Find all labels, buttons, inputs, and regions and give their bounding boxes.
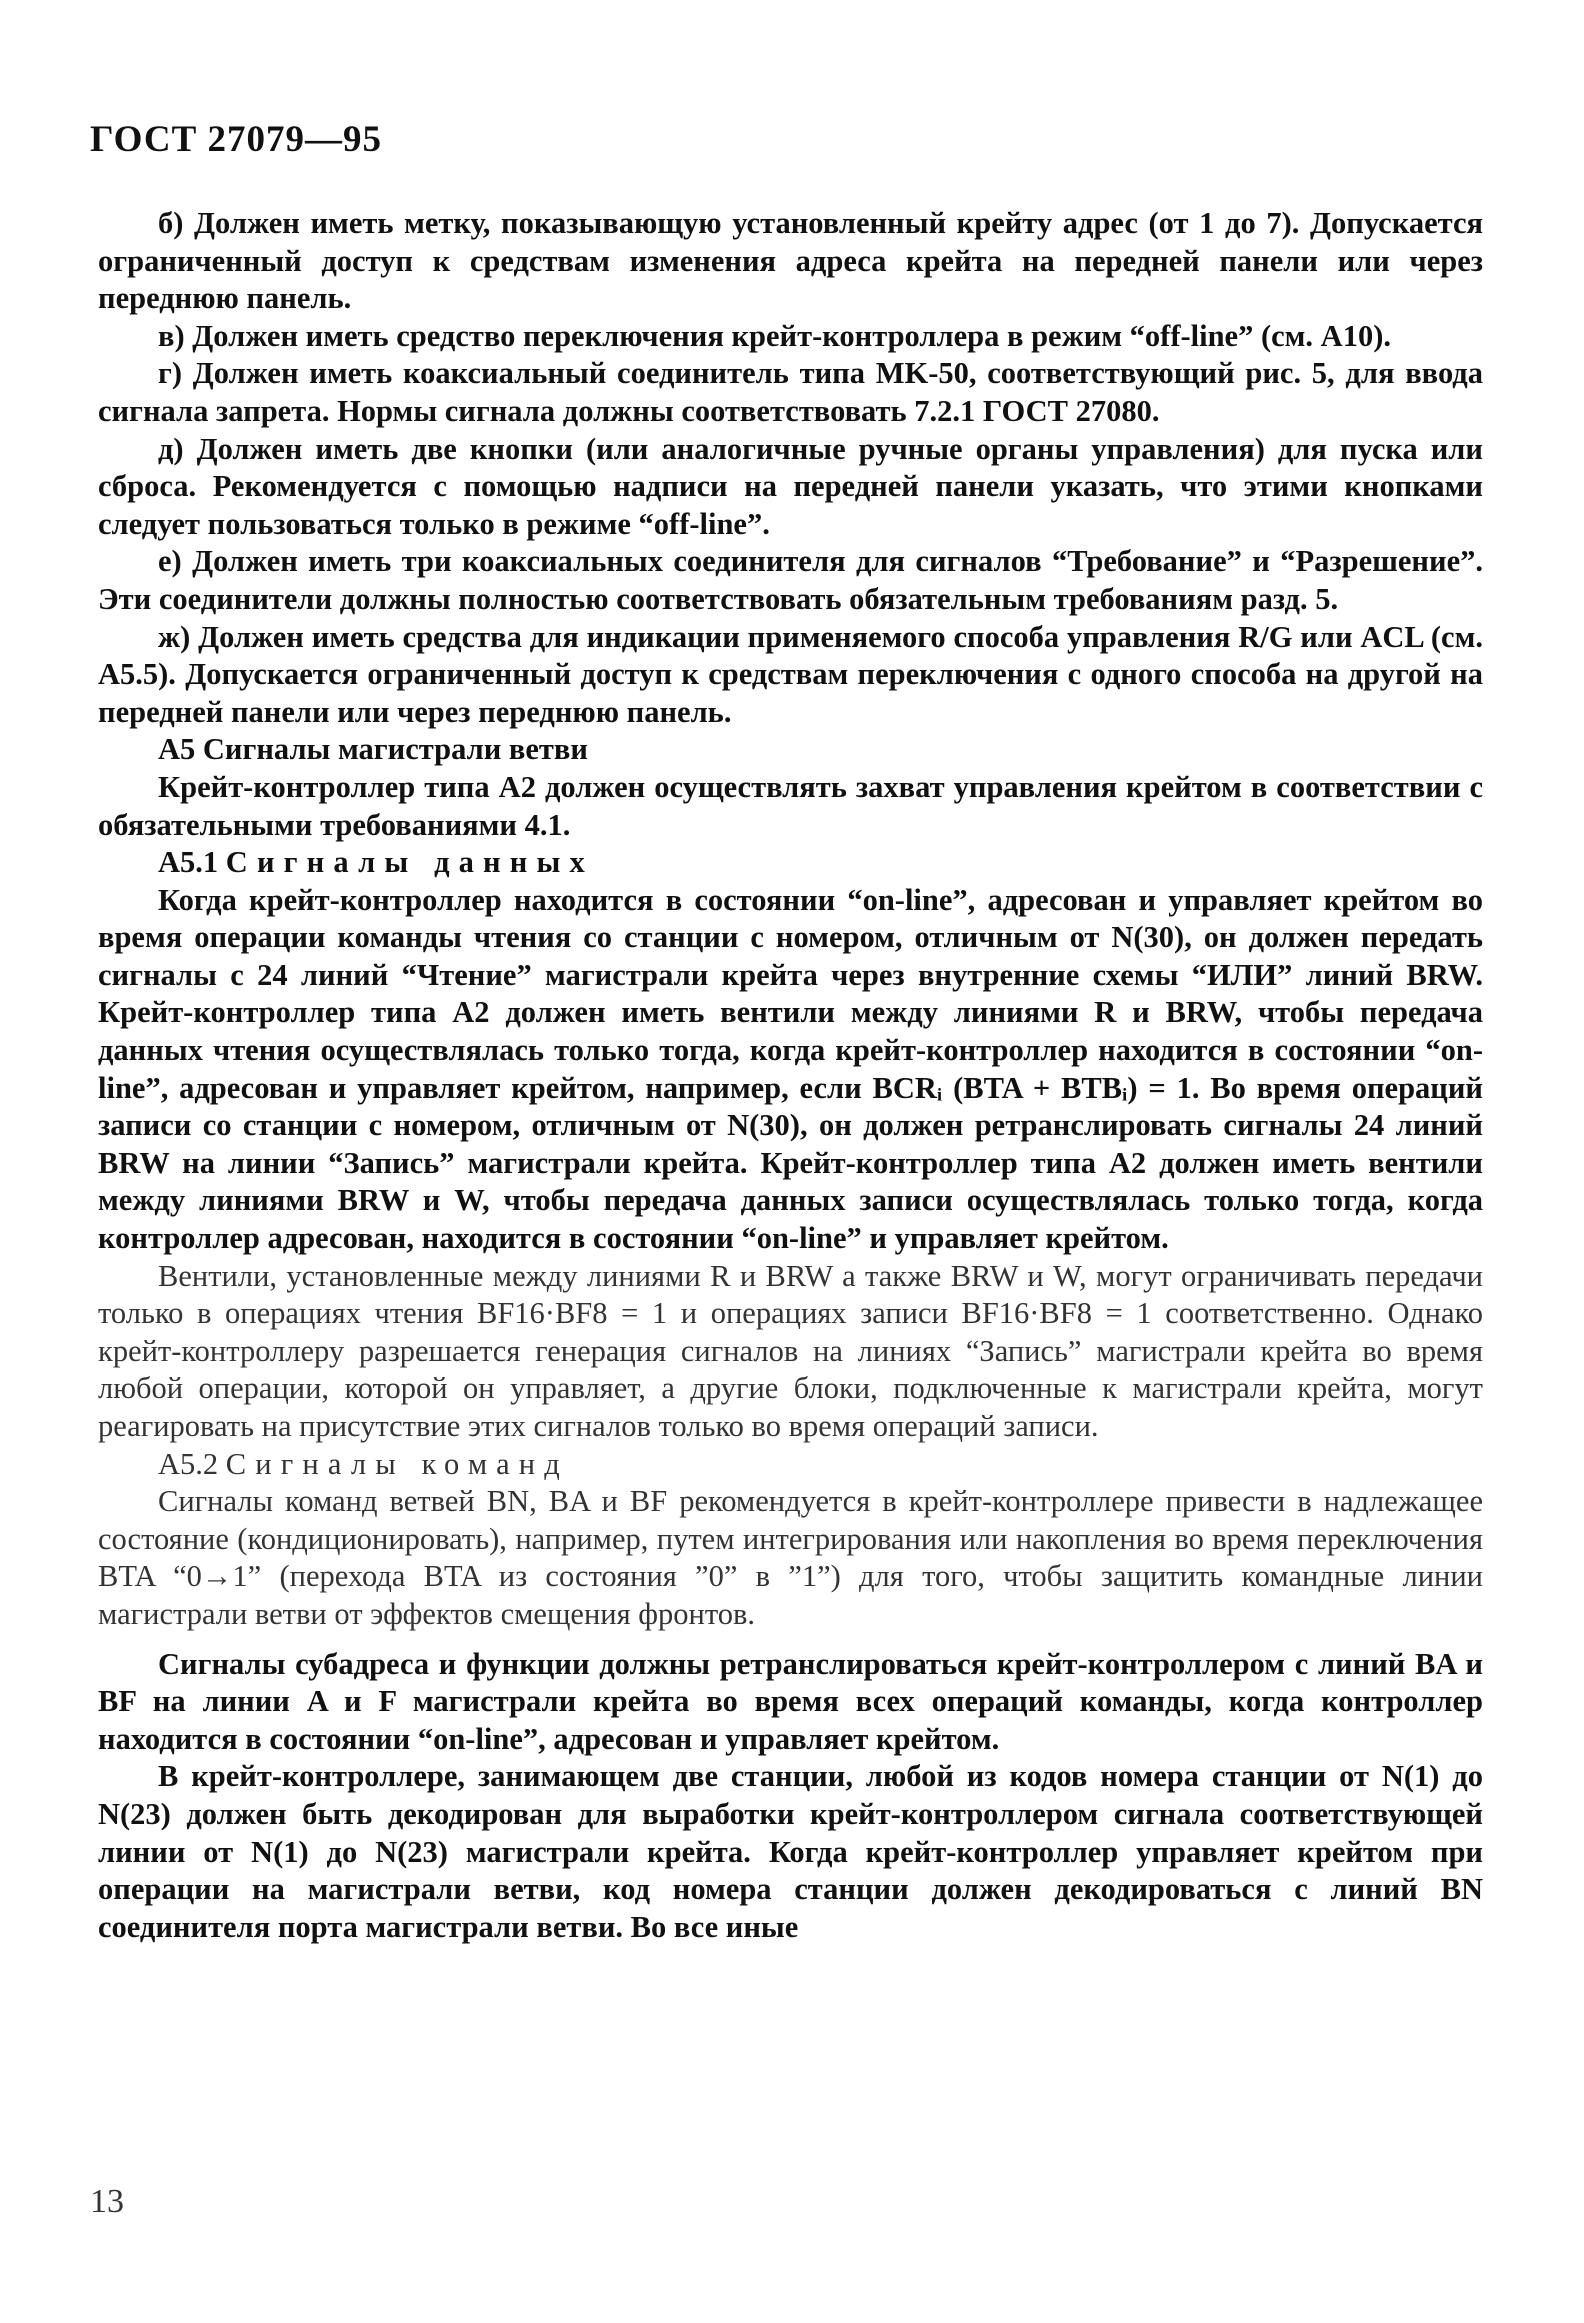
page-number: 13 <box>90 2183 124 2220</box>
document-body <box>98 205 1483 1946</box>
paragraph-g: г) Должен иметь коаксиальный соединитель типа MK-50, соответствующий рис. 5, для ввода сигнала запрета. Нормы сигнала должны соответствовать 7.2.1 ГОСТ 27080. <box>98 356 1483 428</box>
section-a5-1-paragraph-1: Когда крейт-контроллер находится в состоянии “on-line”, адресован и управляет крейтом во время операции команды чтения со станции с номером, отличным от N(30), он должен передать сигналы с 24 линий “Чтение” магистрали крейта через внутренние схемы “ИЛИ” линий BRW. Крейт-контроллер типа A2 должен иметь вентили между линиями R и BRW, чтобы передача данных чтения осуществлялась только тогда, когда крейт-контроллер находится в состоянии “on-line”, адресован и управляет крейтом, например, если BCRᵢ (BTA + BTBᵢ) = 1. Во время операций записи со станции с номером, отличным от N(30), он должен ретранслировать сигналы 24 линий BRW на линии “Запись” магистрали крейта. Крейт-контроллер типа A2 должен иметь вентили между линиями BRW и W, чтобы передача данных записи осуществлялась только тогда, когда контроллер адресован, находится в состоянии “on-line” и управляет крейтом. <box>98 882 1483 1256</box>
paragraph-v: в) Должен иметь средство переключения крейт-контроллера в режим “off-line” (см. A10). <box>158 318 1391 353</box>
section-a5-body: Крейт-контроллер типа A2 должен осуществлять захват управления крейтом в соответствии с обязательными требованиями 4.1. <box>98 769 1483 842</box>
section-heading: Сигналы данных <box>225 845 594 880</box>
section-a5-2-paragraph-3: В крейт-контроллере, занимающем две станции, любой из кодов номера станции от N(1) до N(23) должен быть декодирован для выработки крейт-контроллером сигнала соответствующей линии от N(1) до N(23) магистрали крейта. Когда крейт-контроллер управляет крейтом при операции на магистрали ветви, код номера станции должен декодироваться с линий BN соединителя порта магистрали ветви. Во все иные <box>98 1759 1483 1944</box>
paragraph-e: е) Должен иметь три коаксиальных соединителя для сигналов “Требование” и “Разрешение”. Эти соединители должны полностью соответствовать обязательным требованиям разд. 5. <box>98 544 1483 616</box>
paragraph-d: д) Должен иметь две кнопки (или аналогичные ручные органы управления) для пуска или сброса. Рекомендуется с помощью надписи на передней панели указать, что этими кнопками следует пользоваться только в режиме “off-line”. <box>98 431 1483 541</box>
section-number: A5.2 <box>158 1446 219 1481</box>
section-a5-1-paragraph-2: Вентили, установленные между линиями R и BRW а также BRW и W, могут ограничивать передачи только в операциях чтения BF16·BF8 = 1 и операциях записи BF16·BF8 = 1 соответственно. Однако крейт-контроллеру разрешается генерация сигналов на линиях “Запись” магистрали крейта во время любой операции, которой он управляет, а другие блоки, подключенные к магистрали крейта, могут реагировать на присутствие этих сигналов только во время операций записи. <box>98 1258 1483 1443</box>
section-title-a5-1 <box>98 844 1483 882</box>
paragraph-zh: ж) Должен иметь средства для индикации применяемого способа управления R/G или ACL (см. A5.5). Допускается ограниченный доступ к средствам переключения с одного способа на другой на передней панели или через переднюю панель. <box>98 619 1483 729</box>
section-title-a5: A5 Сигналы магистрали ветви <box>158 732 588 767</box>
section-title-a5-2 <box>98 1446 1483 1484</box>
paragraph-b: б) Должен иметь метку, показывающую установленный крейту адрес (от 1 до 7). Допускается ограниченный доступ к средствам изменения адреса крейта на передней панели или через переднюю панель. <box>98 206 1483 316</box>
section-heading: Сигналы команд <box>225 1446 569 1481</box>
section-number: A5.1 <box>158 845 219 880</box>
section-a5-2-paragraph-2: Сигналы субадреса и функции должны ретранслироваться крейт-контроллером с линий BA и BF на линии A и F магистрали крейта во время всех операций команды, когда контроллер находится в состоянии “on-line”, адресован и управляет крейтом. <box>98 1646 1483 1756</box>
section-a5-2-paragraph-1: Сигналы команд ветвей BN, BA и BF рекомендуется в крейт-контроллере привести в надлежащее состояние (кондиционировать), например, путем интегрирования или накопления во время переключения BTA “0→1” (перехода BTA из состояния ”0” в ”1”) для того, чтобы защитить командные линии магистрали ветви от эффектов смещения фронтов. <box>98 1484 1483 1631</box>
document-header: ГОСТ 27079—95 <box>90 119 382 160</box>
